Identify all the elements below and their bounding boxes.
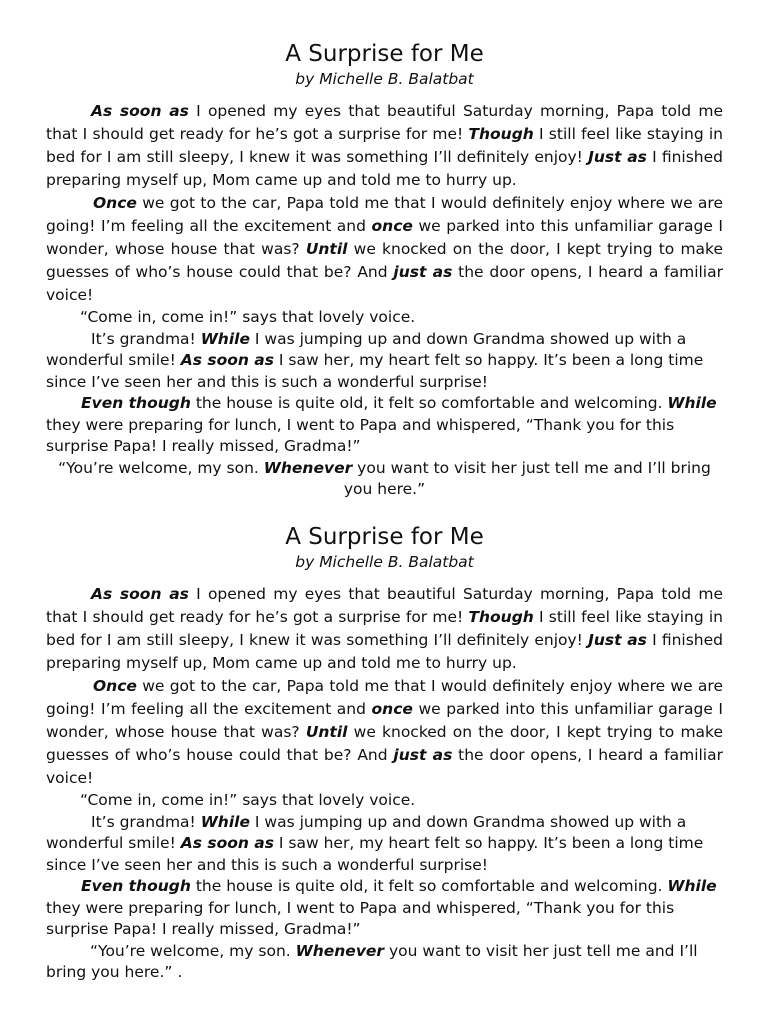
paragraph-text: “You’re welcome, my son. <box>58 458 264 477</box>
emphasized-word: As soon as <box>91 585 189 603</box>
paragraph-text: you want to visit her just tell me and I’ll bring you here.” <box>343 458 711 498</box>
story-paragraph <box>46 790 723 812</box>
story-paragraph <box>46 100 723 192</box>
paragraph-text: I saw her, my heart felt so happy. It’s been a long time since I’ve seen her and this is such a wonderful surprise! <box>46 834 704 874</box>
emphasized-word: Whenever <box>263 458 353 477</box>
paragraph-text: I still feel like staying in bed for I am still sleepy, I knew it was something I’ll definitely enjoy! <box>46 608 723 649</box>
story-paragraph <box>46 192 723 307</box>
story-paragraph <box>46 458 723 501</box>
paragraph-text: “You’re welcome, my son. <box>90 941 296 960</box>
paragraph-text: the house is quite old, it felt so comfortable and welcoming. <box>190 877 668 895</box>
paragraph-text: we knocked on the door, I kept trying to make guesses of who’s house could that be? And <box>46 240 723 281</box>
story-block <box>46 523 723 984</box>
story-paragraph <box>46 329 723 394</box>
emphasized-word: Until <box>305 240 348 258</box>
emphasized-word: Whenever <box>295 941 385 960</box>
paragraph-text: we got to the car, Papa told me that I would definitely enjoy where we are going! I’m feeling all the excitement and <box>46 194 723 235</box>
paragraph-text: they were preparing for lunch, I went to Papa and whispered, “Thank you for this surprise Papa! I really missed, Gradma!” <box>46 415 675 455</box>
emphasized-word: While <box>200 329 250 348</box>
story-title: A Surprise for Me <box>285 524 484 550</box>
emphasized-word: Though <box>468 125 534 143</box>
emphasized-word: once <box>371 700 413 718</box>
paragraph-text: “Come in, come in!” says that lovely voice. <box>80 308 416 326</box>
emphasized-word: once <box>371 217 413 235</box>
paragraph-text: I finished preparing myself up, Mom came up and told me to hurry up. <box>46 631 723 672</box>
story-paragraph <box>46 583 723 675</box>
paragraph-text: we knocked on the door, I kept trying to make guesses of who’s house could that be? And <box>46 723 723 764</box>
story-paragraph <box>46 393 723 458</box>
emphasized-word: Even though <box>81 877 191 895</box>
emphasized-word: Just as <box>588 148 647 166</box>
emphasized-word: Though <box>468 608 534 626</box>
paragraph-text: I finished preparing myself up, Mom came up and told me to hurry up. <box>46 148 723 189</box>
paragraph-text: they were preparing for lunch, I went to Papa and whispered, “Thank you for this surprise Papa! I really missed, Gradma!” <box>46 898 675 938</box>
paragraph-text: we got to the car, Papa told me that I would definitely enjoy where we are going! I’m feeling all the excitement and <box>46 677 723 718</box>
emphasized-word: Once <box>93 677 137 695</box>
paragraph-text: “Come in, come in!” says that lovely voice. <box>80 791 416 809</box>
paragraph-text: we parked into this unfamiliar garage I wonder, whose house that was? <box>46 700 723 741</box>
paragraph-text: we parked into this unfamiliar garage I wonder, whose house that was? <box>46 217 723 258</box>
emphasized-word: just as <box>393 746 453 764</box>
emphasized-word: As soon as <box>91 102 189 120</box>
paragraph-text: I saw her, my heart felt so happy. It’s been a long time since I’ve seen her and this is such a wonderful surprise! <box>46 351 704 391</box>
paragraph-text: you want to visit her just tell me and I’ll bring you here.” . <box>46 941 698 981</box>
paragraph-text: I was jumping up and down Grandma showed up with a wonderful smile! <box>46 329 687 369</box>
paragraph-text: I opened my eyes that beautiful Saturday morning, Papa told me that I should get ready for he’s got a surprise for me! <box>46 102 723 143</box>
story-paragraph <box>46 675 723 790</box>
paragraph-text: the door opens, I heard a familiar voice! <box>46 746 723 787</box>
emphasized-word: Once <box>93 194 137 212</box>
story-paragraph <box>46 941 723 984</box>
story-author: by Michelle B. Balatbat <box>295 553 474 571</box>
story-title: A Surprise for Me <box>285 41 484 67</box>
story-paragraph <box>46 876 723 941</box>
paragraph-text: I was jumping up and down Grandma showed up with a wonderful smile! <box>46 812 687 852</box>
emphasized-word: just as <box>393 263 453 281</box>
paragraph-text: It’s grandma! <box>91 329 201 348</box>
paragraph-text: the door opens, I heard a familiar voice! <box>46 263 723 304</box>
emphasized-word: As soon as <box>180 834 274 852</box>
paragraph-text: the house is quite old, it felt so comfortable and welcoming. <box>190 394 668 412</box>
story-paragraph <box>46 307 723 329</box>
emphasized-word: Just as <box>588 631 647 649</box>
emphasized-word: Even though <box>81 394 191 412</box>
emphasized-word: As soon as <box>180 351 274 369</box>
emphasized-word: While <box>200 812 250 831</box>
paragraph-text: I still feel like staying in bed for I am still sleepy, I knew it was something I’ll definitely enjoy! <box>46 125 723 166</box>
emphasized-word: Until <box>305 723 348 741</box>
emphasized-word: While <box>667 394 717 412</box>
story-paragraph <box>46 812 723 877</box>
story-block <box>46 40 723 501</box>
paragraph-text: It’s grandma! <box>91 812 201 831</box>
story-author: by Michelle B. Balatbat <box>295 70 474 88</box>
emphasized-word: While <box>667 877 717 895</box>
paragraph-text: I opened my eyes that beautiful Saturday morning, Papa told me that I should get ready for he’s got a surprise for me! <box>46 585 723 626</box>
